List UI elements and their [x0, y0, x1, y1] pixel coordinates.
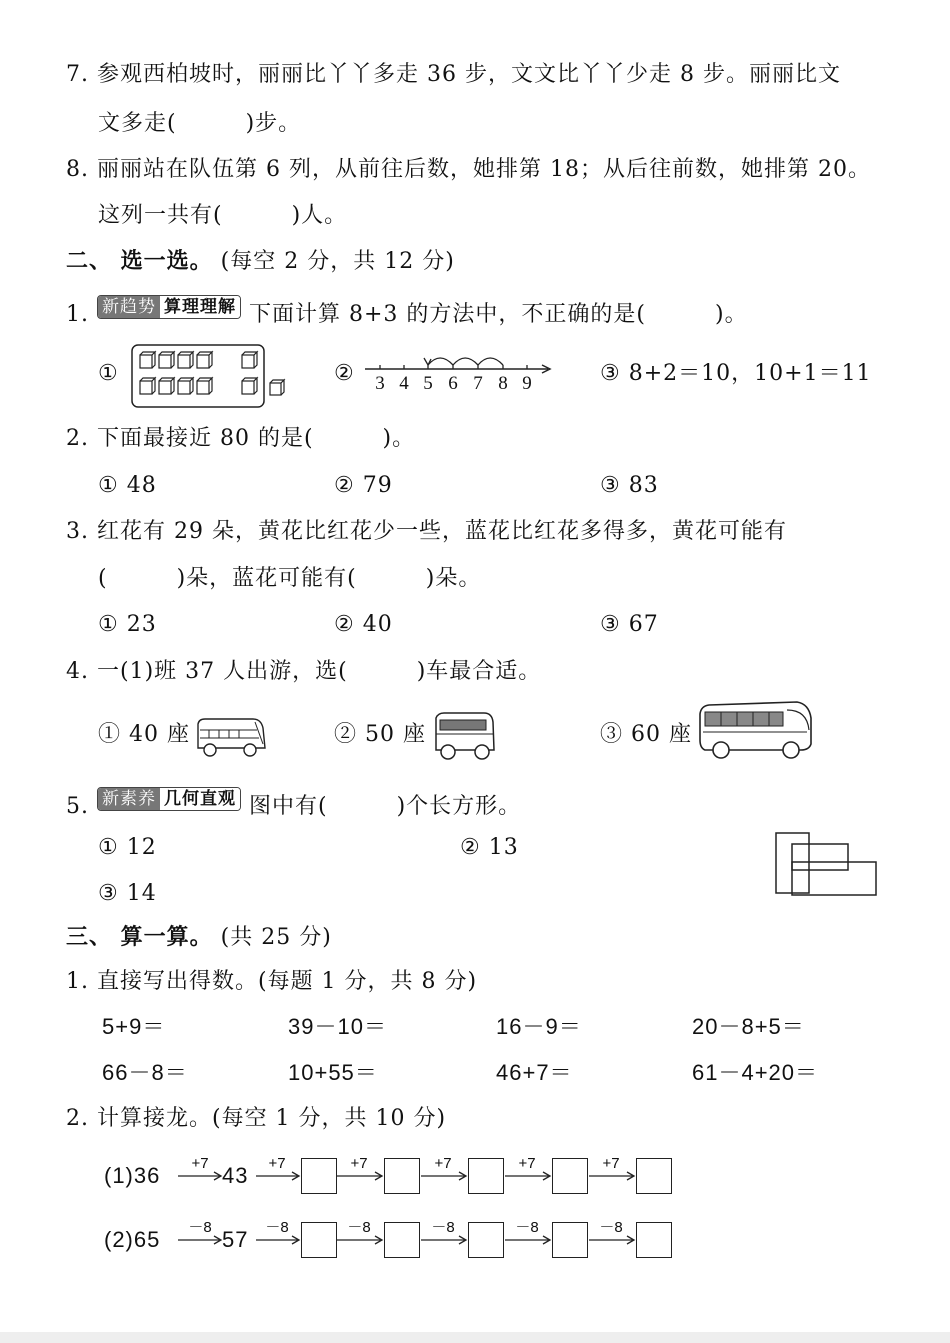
chain2-op: －8: [265, 1219, 289, 1236]
section2-heading: [66, 248, 455, 276]
tick-label: 3: [375, 373, 385, 393]
rectangles-figure: [773, 830, 881, 898]
section3-title: 三、 算一算。: [66, 925, 213, 950]
bus-large-icon: [697, 700, 815, 764]
s2q3-opt1: ① 23: [98, 612, 157, 637]
s2q2-text: 2. 下面最接近 80 的是( )。: [66, 426, 416, 451]
chain2-second: 57: [222, 1227, 249, 1252]
q7-line1: 7. 参观西柏坡时，丽丽比丫丫多走 36 步，文文比丫丫少走 8 步。丽丽比文: [66, 62, 841, 87]
calc-item: 16－9＝: [496, 1014, 582, 1039]
tag-right: 几何直观: [160, 788, 240, 810]
chain1-second: 43: [222, 1163, 249, 1188]
calc-item: 20－8+5＝: [692, 1014, 805, 1039]
calc-item: 66－8＝: [102, 1060, 188, 1085]
s2q1-text: 下面计算 8+3 的方法中，不正确的是( )。: [249, 302, 748, 327]
calc-item: 5+9＝: [102, 1014, 166, 1039]
answer-box[interactable]: [552, 1222, 588, 1258]
section2-title: 二、 选一选。: [66, 249, 213, 274]
chain1-arrows: [176, 1150, 676, 1200]
s2q3-line1: 3. 红花有 29 朵，黄花比红花少一些，蓝花比红花多得多，黄花可能有: [66, 519, 787, 544]
s2q5-opt3: ③ 14: [98, 881, 157, 906]
s2q4-opt1: ① 40 座: [98, 722, 190, 747]
answer-box[interactable]: [552, 1158, 588, 1194]
calc-item: 46+7＝: [496, 1060, 573, 1085]
chain2-op: －8: [515, 1219, 539, 1236]
s2q3-opt3: ③ 67: [600, 612, 659, 637]
chain1-op: +7: [434, 1155, 452, 1172]
answer-box[interactable]: [301, 1158, 337, 1194]
chain2-op: －8: [347, 1219, 371, 1236]
chain1-op: +7: [191, 1155, 209, 1172]
s2q3-opt2: ② 40: [334, 612, 393, 637]
chain1-label: (1)36: [104, 1163, 161, 1188]
calc-item: 10+55＝: [288, 1060, 378, 1085]
s2q5-opt1: ① 12: [98, 835, 157, 860]
s2q2-opt1: ① 48: [98, 473, 157, 498]
q7-line2: 文多走( )步。: [98, 111, 302, 136]
number-line: [360, 345, 560, 393]
chain1-op: +7: [602, 1155, 620, 1172]
q8-line1: 8. 丽丽站在队伍第 6 列，从前往后数，她排第 18；从后往前数，她排第 20。: [66, 157, 871, 182]
s3q1-text: 1. 直接写出得数。(每题 1 分，共 8 分): [66, 969, 478, 994]
s2q5-num: 5.: [66, 794, 89, 819]
tick-label: 4: [399, 373, 409, 393]
tick-label: 7: [473, 373, 483, 393]
chain1-op: +7: [518, 1155, 536, 1172]
q8-line2: 这列一共有( )人。: [98, 203, 348, 228]
tick-label: 9: [522, 373, 532, 393]
tag-left: 新素养: [98, 788, 160, 810]
s2q5-opt2: ② 13: [460, 835, 519, 860]
answer-box[interactable]: [468, 1222, 504, 1258]
s3q2-text: 2. 计算接龙。(每空 1 分，共 10 分): [66, 1106, 447, 1131]
tag-left: 新趋势: [98, 296, 160, 318]
section3-heading: [66, 924, 332, 952]
chain2-op: －8: [188, 1219, 212, 1236]
calc-item: 39－10＝: [288, 1014, 387, 1039]
s2q3-line2: ( )朵，蓝花可能有( )朵。: [98, 566, 482, 591]
s2q1-opt1-label: ①: [98, 361, 119, 386]
chain2-op: －8: [431, 1219, 455, 1236]
tick-label: 5: [423, 373, 433, 393]
s2q1-line: [66, 295, 748, 329]
chain1-op: +7: [268, 1155, 286, 1172]
cubes-illustration: [130, 343, 290, 409]
s2q5-text: 图中有( )个长方形。: [249, 794, 522, 819]
answer-box[interactable]: [468, 1158, 504, 1194]
s2q2-opt2: ② 79: [334, 473, 393, 498]
s2q2-opt3: ③ 83: [600, 473, 659, 498]
tag-right: 算理理解: [160, 296, 240, 318]
calc-item: 61－4+20＝: [692, 1060, 819, 1085]
chain2-label: (2)65: [104, 1227, 161, 1252]
chain2-op: －8: [599, 1219, 623, 1236]
s2q5-line: [66, 787, 521, 821]
answer-box[interactable]: [636, 1158, 672, 1194]
chain2-arrows: [176, 1214, 676, 1264]
s2q1-num: 1.: [66, 302, 89, 327]
s2q4-opt2: ② 50 座: [334, 722, 426, 747]
section2-score: (每空 2 分，共 12 分): [220, 249, 455, 274]
answer-box[interactable]: [636, 1222, 672, 1258]
s2q1-opt2-label: ②: [334, 361, 355, 386]
page-bottom-strip: [0, 1332, 950, 1343]
literacy-tag: [97, 787, 241, 811]
tick-label: 6: [448, 373, 458, 393]
tick-label: 8: [498, 373, 508, 393]
s2q4-opt3: ③ 60 座: [600, 722, 692, 747]
answer-box[interactable]: [384, 1222, 420, 1258]
s2q4-text: 4. 一(1)班 37 人出游，选( )车最合适。: [66, 659, 542, 684]
answer-box[interactable]: [301, 1222, 337, 1258]
chain1-op: +7: [350, 1155, 368, 1172]
s2q1-opt3: ③ 8+2＝10，10+1＝11: [600, 361, 872, 386]
section3-score: (共 25 分): [220, 925, 332, 950]
bus-small-icon: [195, 716, 267, 760]
bus-medium-icon: [432, 710, 496, 762]
trend-tag: [97, 295, 241, 319]
answer-box[interactable]: [384, 1158, 420, 1194]
